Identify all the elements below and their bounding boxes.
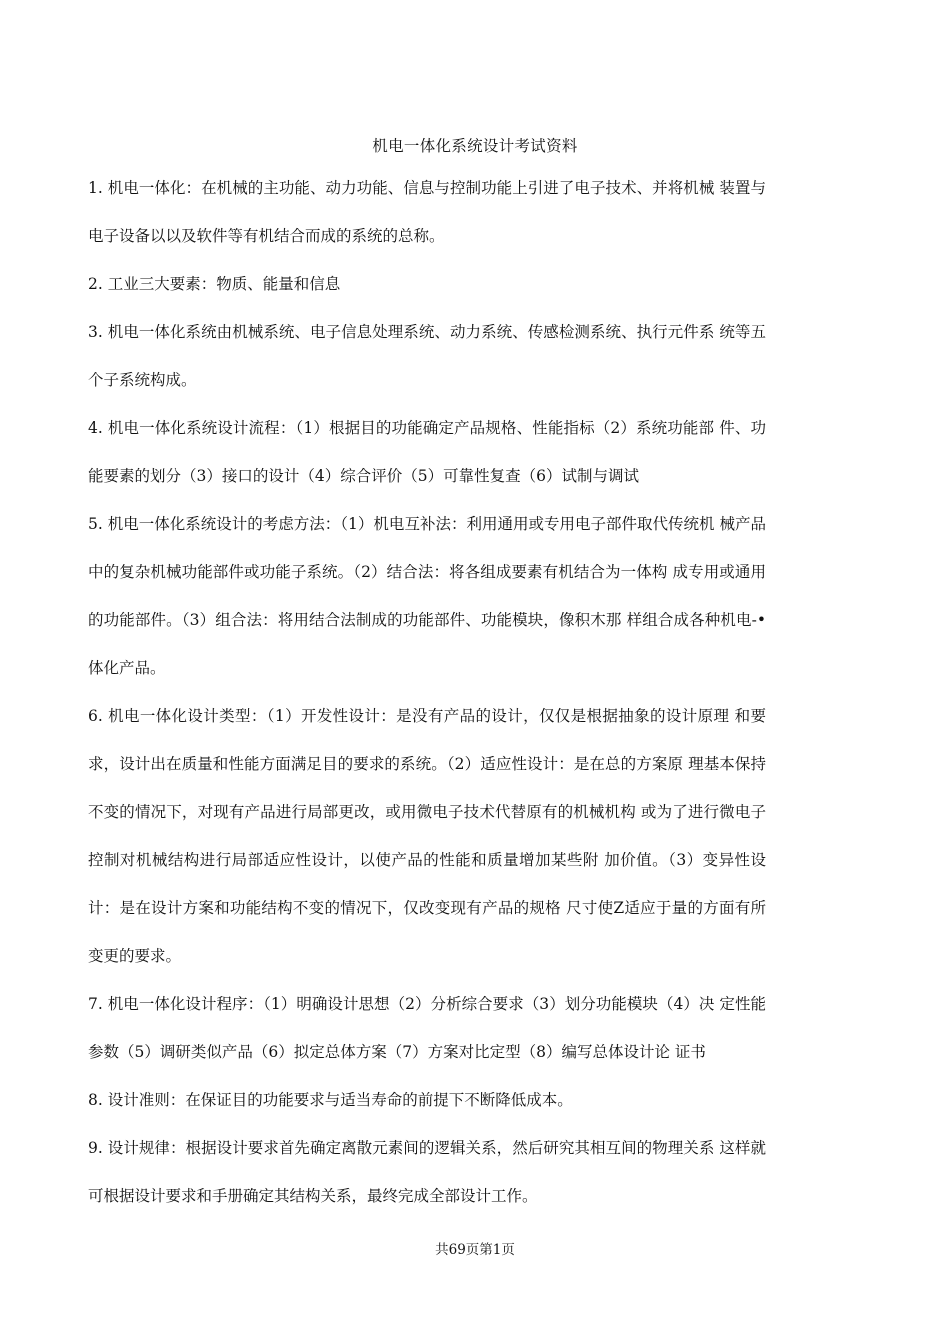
paragraph-6: 6. 机电一体化设计类型：（1）开发性设计：是没有产品的设计，仅仅是根据抽象的设计原理 和要求，设计出在质量和性能方面满足目的要求的系统。（2）适应性设计：是在总的方案原 理基本保持不变的情况下，对现有产品进行局部更改，或用微电子技术代替原有的机械机构 或为了进行微电子控制对机械结构进行局部适应性设计，以使产品的性能和质量增加某些附 加价值。（3）变异性设计：是在设计方案和功能结构不变的情况下，仅改变现有产品的规格 尺寸使Z适应于量的方面有所变更的要求。 [88,707,766,965]
paragraph-4: 4. 机电一体化系统设计流程：（1）根据目的功能确定产品规格、性能指标（2）系统功能部 件、功能要素的划分（3）接口的设计（4）综合评价（5）可靠性复查（6）试制与调试 [88,419,766,485]
paragraph-9: 9. 设计规律：根据设计要求首先确定离散元素间的逻辑关系，然后研究其相互间的物理关系 这样就可根据设计要求和手册确定其结构关系，最终完成全部设计工作。 [88,1139,766,1205]
paragraph-3: 3. 机电一体化系统由机械系统、电子信息处理系统、动力系统、传感检测系统、执行元件系 统等五个子系统构成。 [88,323,766,389]
paragraph-7: 7. 机电一体化设计程序：（1）明确设计思想（2）分析综合要求（3）划分功能模块（4）决 定性能参数（5）调研类似产品（6）拟定总体方案（7）方案对比定型（8）编写总体设计论 证书 [88,995,766,1061]
paragraph-8: 8. 设计准则：在保证目的功能要求与适当寿命的前提下不断降低成本。 [88,1091,573,1109]
page-number-footer: 共69页第1页 [435,1242,515,1258]
paragraph-2: 2. 工业三大要素：物质、能量和信息 [88,275,341,293]
document-body [88,164,766,1220]
paragraph-5: 5. 机电一体化系统设计的考虑方法：（1）机电互补法：利用通用或专用电子部件取代传统机 械产品中的复杂机械功能部件或功能子系统。（2）结合法：将各组成要素有机结合为一体构 成专用或通用的功能部件。（3）组合法：将用结合法制成的功能部件、功能模块，像积木那 样组合成各种机电-•体化产品。 [88,515,766,677]
document-title: 机电一体化系统设计考试资料 [372,137,578,155]
paragraph-1: 1. 机电一体化：在机械的主功能、动力功能、信息与控制功能上引进了电子技术、并将机械 装置与电子设备以以及软件等有机结合而成的系统的总称。 [88,179,766,245]
